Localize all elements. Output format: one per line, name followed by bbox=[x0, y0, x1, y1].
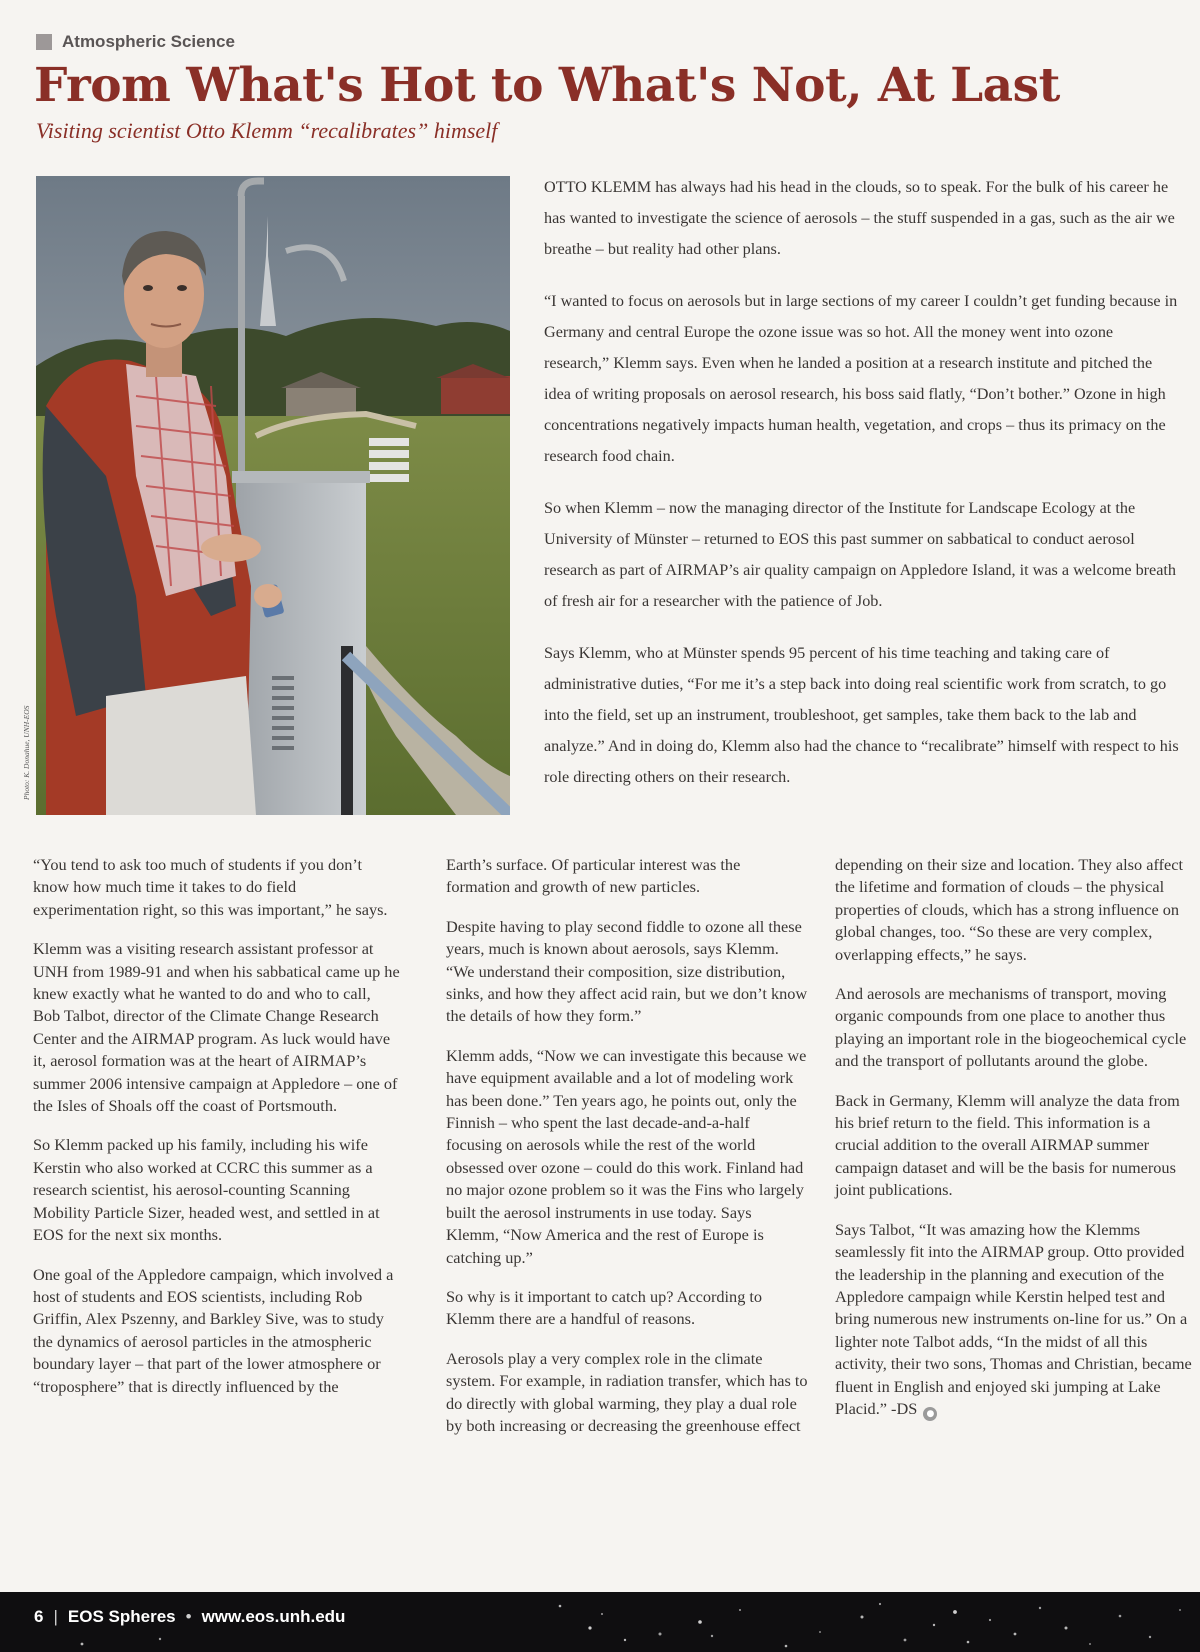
section-label-text: Atmospheric Science bbox=[62, 32, 235, 51]
body-paragraph: Aerosols play a very complex role in the climate system. For example, in radiation transfer, which has to do directly with global warming, they play a dual role by both increasing or decreasing the greenhouse effect bbox=[446, 1348, 808, 1435]
body-paragraph: And aerosols are mechanisms of transport, moving organic compounds from one place to another thus playing an important role in the biogeochemical cycle and the transport of pollutants around the globe. bbox=[835, 984, 1187, 1071]
page-footer bbox=[0, 1592, 1200, 1652]
page-number: 6 bbox=[34, 1607, 44, 1626]
body-paragraph: Despite having to play second fiddle to ozone all these years, much is known about aerosols, says Klemm. “We understand their composition, size distribution, sinks, and how they affect acid rain, but we don’t know the details of how they form.” bbox=[446, 916, 808, 1026]
body-paragraph: So Klemm packed up his family, including his wife Kerstin who also worked at CCRC this summer as a research scientist, his aerosol-counting Scanning Mobility Particle Sizer, headed west, and settled in at EOS for the next six months. bbox=[33, 1135, 380, 1245]
publication-name: EOS Spheres bbox=[67, 1607, 176, 1626]
section-square-icon bbox=[36, 34, 52, 50]
website-url: www.eos.unh.edu bbox=[201, 1607, 346, 1626]
body-column-3 bbox=[835, 854, 1195, 1438]
photo-credit: Photo: K. Donahue, UNH-EOS bbox=[22, 705, 31, 800]
footer-bullet: • bbox=[185, 1607, 192, 1626]
lede-paragraph: OTTO KLEMM has always had his head in the clouds, so to speak. For the bulk of his career he has wanted to investigate the science of aerosols – the stuff suspended in a gas, such as the air we breathe – but reality had other plans. bbox=[544, 178, 1175, 258]
lede-paragraph: Says Klemm, who at Münster spends 95 percent of his time teaching and taking care of administrative duties, “For me it’s a step back into doing real scientific work from scratch, to go into the field, set up an instrument, troubleshoot, get samples, take them back to the lab and analyze.” And in doing do, Klemm also had the chance to “recalibrate” himself with respect to his role directing others on their research. bbox=[544, 644, 1179, 786]
photo-illustration bbox=[36, 176, 510, 815]
body-column-2 bbox=[446, 854, 808, 1454]
body-paragraph: depending on their size and location. They also affect the lifetime and formation of clouds – the physical properties of clouds, which has a strong influence on global changes, too. “So these are very complex, overlapping effects,” he says. bbox=[835, 855, 1183, 964]
body-paragraph: Klemm adds, “Now we can investigate this because we have equipment available and a lot of modeling work has been done.” Ten years ago, he points out, only the Finnish – who spent the last decade-and-a-half focusing on aerosols while the rest of the world obsessed over ozone – could do this work. Finland had no major ozone problem so it was the Fins who largely built the aerosol instruments in use today. Says Klemm, “Now America and the rest of Europe is catching up.” bbox=[446, 1045, 807, 1267]
body-paragraph-final bbox=[835, 1219, 1195, 1421]
body-paragraph: Klemm was a visiting research assistant professor at UNH from 1989-91 and when his sabbatical came up he knew exactly what he wanted to do and who to call, Bob Talbot, director of the Climate Change Research Center and the AIRMAP program. As luck would have it, aerosol formation was at the heart of AIRMAP’s summer 2006 intensive campaign at Appledore – one of the Isles of Shoals off the coast of Portsmouth. bbox=[33, 939, 400, 1116]
lede-paragraph: So when Klemm – now the managing director of the Institute for Landscape Ecology at the University of Münster – returned to EOS this past summer on sabbatical to conduct aerosol research as part of AIRMAP’s air quality campaign on Appledore Island, it was a welcome breath of fresh air for a researcher with the patience of Job. bbox=[544, 499, 1177, 610]
body-paragraph: Back in Germany, Klemm will analyze the data from his brief return to the field. This information is a crucial addition to the overall AIRMAP summer campaign dataset and will be the basis for numerous joint publications. bbox=[835, 1090, 1180, 1200]
article-subtitle: Visiting scientist Otto Klemm “recalibrates” himself bbox=[36, 118, 498, 143]
lede-paragraph: “I wanted to focus on aerosols but in large sections of my career I couldn’t get funding because in Germany and central Europe the ozone issue was so hot. All the money went into ozone research,” Klemm says. Even when he landed a position at a research institute and pitched the idea of writing proposals on aerosol research, his boss said flatly, “Don’t bother.” Ozone in high concentrations negatively impacts human health, vegetation, and crops – thus its primacy on the research food chain. bbox=[544, 292, 1178, 465]
body-paragraph: So why is it important to catch up? According to Klemm there are a handful of reasons. bbox=[446, 1286, 763, 1329]
end-of-article-icon: ● bbox=[923, 1407, 937, 1421]
body-column-1 bbox=[33, 854, 401, 1415]
body-paragraph: Earth’s surface. Of particular interest was the formation and growth of new particles. bbox=[446, 855, 741, 897]
section-label bbox=[36, 32, 235, 52]
portrait-photo bbox=[36, 176, 510, 815]
footer-text bbox=[34, 1607, 345, 1627]
body-paragraph: One goal of the Appledore campaign, which involved a host of students and EOS scientists, including Rob Griffin, Alex Pszenny, and Barkley Sive, was to study the dynamics of aerosol particles in the atmospheric boundary layer – that part of the lower atmosphere or “troposphere” that is directly influenced by the bbox=[33, 1264, 394, 1396]
final-paragraph-text: Says Talbot, “It was amazing how the Klemms seamlessly fit into the AIRMAP group. Otto provided the leadership in the planning and execution of the Appledore campaign while Kerstin helped test and bring numerous new instruments on-line for us.” On a lighter note Talbot adds, “In the midst of all this activity, their two sons, Thomas and Christian, became fluent in English and enjoyed ski jumping at Lake Placid.” -DS bbox=[835, 1219, 1192, 1418]
footer-divider: | bbox=[53, 1607, 58, 1626]
lede-text bbox=[544, 172, 1180, 814]
body-paragraph: “You tend to ask too much of students if you don’t know how much time it takes to do field experimentation right, so this was important,” he says. bbox=[33, 855, 388, 919]
article-title: From What's Hot to What's Not, At Last bbox=[34, 58, 1060, 113]
